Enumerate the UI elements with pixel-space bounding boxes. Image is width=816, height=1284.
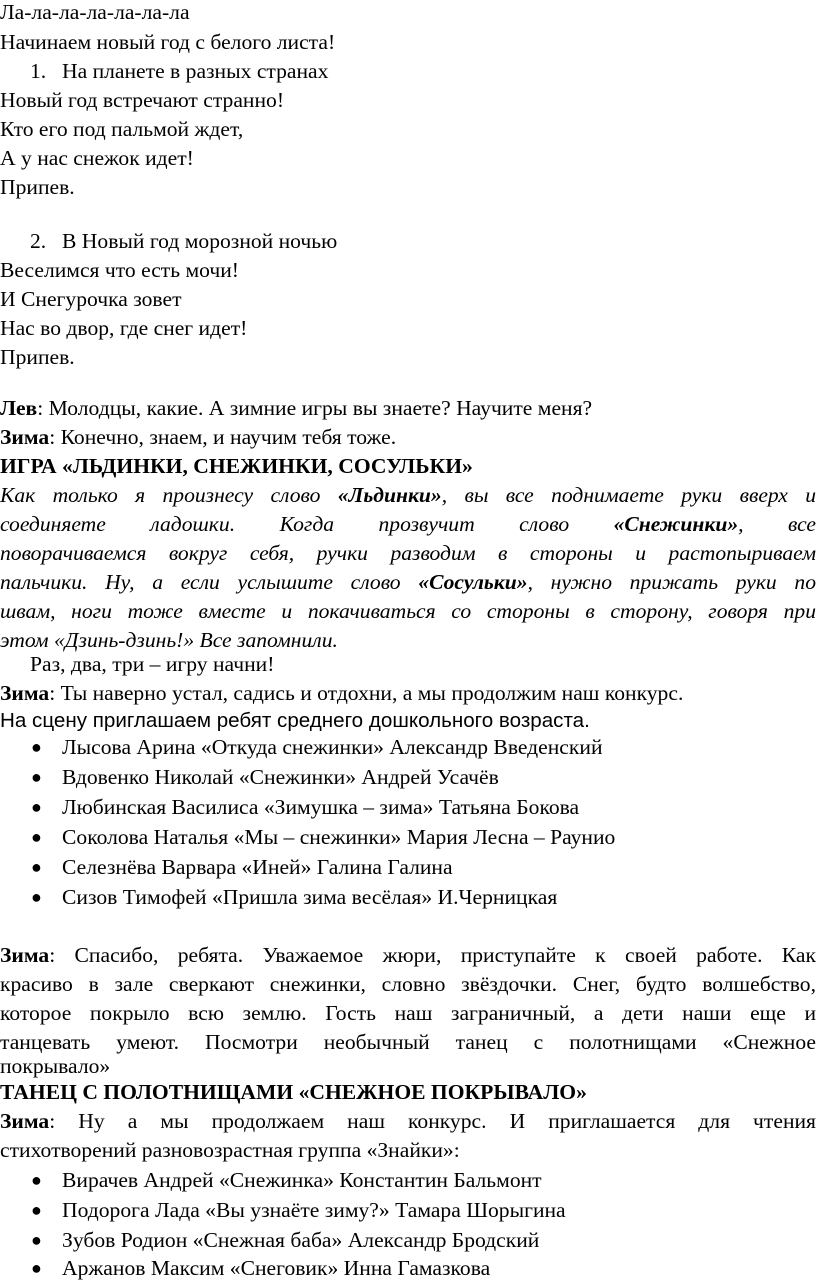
rules-text: пальчики. Ну, а если услышите слово bbox=[0, 570, 419, 594]
rules-text: , вы все поднимаете руки вверх и bbox=[441, 483, 816, 507]
list-item bbox=[0, 1166, 816, 1196]
chorus-label: Припев. bbox=[0, 175, 75, 199]
list-item-text: Лысова Арина «Откуда снежинки» Александр Введенский bbox=[62, 735, 603, 759]
game-rules-line: этом «Дзинь-дзинь!» Все запомнили. bbox=[0, 628, 338, 652]
verse-line: Кто его под пальмой ждет, bbox=[0, 117, 244, 141]
speech-line: которое покрыло всю землю. Гость наш заграничный, а дети наши еще и bbox=[0, 1001, 816, 1025]
dialog-line-zima bbox=[0, 679, 816, 709]
speech-text: : Ты наверно устал, садись и отдохни, а мы продолжим наш конкурс. bbox=[49, 681, 684, 705]
game-rules-line bbox=[0, 481, 816, 511]
game-start-line: Раз, два, три – игру начни! bbox=[30, 652, 275, 676]
list-item bbox=[0, 823, 816, 853]
list-item-text: Вирачев Андрей «Снежинка» Константин Бальмонт bbox=[62, 1168, 542, 1192]
list-item bbox=[0, 853, 816, 883]
list-item-text: Зубов Родион «Снежная баба» Александр Бродский bbox=[62, 1228, 540, 1252]
speech-text: : Молодцы, какие. А зимние игры вы знаете? Научите меня? bbox=[37, 396, 593, 420]
verse-2-first-line bbox=[0, 227, 816, 257]
speech-line: покрывало» bbox=[0, 1054, 111, 1078]
speech-text: : Спасибо, ребята. Уважаемое жюри, приступайте к своей работе. Как bbox=[49, 943, 816, 967]
verse-line: Новый год встречают странно! bbox=[0, 88, 285, 112]
verse-line: И Снегурочка зовет bbox=[0, 287, 182, 311]
speech-line: стихотворений разновозрастная группа «Знайки»: bbox=[0, 1138, 460, 1162]
bullet-icon: ● bbox=[31, 1230, 42, 1250]
game-title: ИГРА «ЛЬДИНКИ, СНЕЖИНКИ, СОСУЛЬКИ» bbox=[0, 454, 473, 478]
speaker-name: Зима bbox=[0, 681, 50, 705]
list-item-text: Вдовенко Николай «Снежинки» Андрей Усачёв bbox=[62, 765, 499, 789]
bullet-icon: ● bbox=[31, 1170, 42, 1190]
list-item bbox=[0, 1226, 816, 1256]
invite-line: На сцену приглашаем ребят среднего дошкольного возраста. bbox=[0, 709, 590, 732]
bullet-icon: ● bbox=[31, 737, 42, 757]
dance-title: ТАНЕЦ С ПОЛОТНИЩАМИ «СНЕЖНОЕ ПОКРЫВАЛО» bbox=[0, 1080, 587, 1104]
game-rules-line bbox=[0, 510, 816, 540]
bullet-icon: ● bbox=[31, 887, 42, 907]
list-item bbox=[0, 1254, 816, 1284]
bullet-icon: ● bbox=[31, 1200, 42, 1220]
verse-1-first-line bbox=[0, 57, 816, 87]
bullet-icon: ● bbox=[31, 857, 42, 877]
speech-text: : Ну а мы продолжаем наш конкурс. И приглашается для чтения bbox=[49, 1109, 816, 1133]
keyword-snezhinki: «Снежинки» bbox=[613, 512, 739, 536]
speaker-name: Зима bbox=[0, 425, 50, 449]
verse-line: А у нас снежок идет! bbox=[0, 146, 194, 170]
list-item-text: Любинская Василиса «Зимушка – зима» Татьяна Бокова bbox=[62, 795, 580, 819]
bullet-icon: ● bbox=[31, 1258, 42, 1278]
verse-text: На планете в разных странах bbox=[62, 59, 329, 83]
list-item-text: Аржанов Максим «Снеговик» Инна Гамазкова bbox=[62, 1256, 491, 1280]
bullet-icon: ● bbox=[31, 827, 42, 847]
rules-text: , все bbox=[738, 512, 816, 536]
keyword-ldinki: «Льдинки» bbox=[337, 483, 442, 507]
list-item-text: Сизов Тимофей «Пришла зима весёлая» И.Черницкая bbox=[62, 885, 558, 909]
rules-text: соединяете ладошки. Когда прозвучит слово bbox=[0, 512, 614, 536]
list-number: 1. bbox=[30, 59, 47, 83]
list-item-text: Соколова Наталья «Мы – снежинки» Мария Лесна – Раунио bbox=[62, 825, 616, 849]
speech-line: танцевать умеют. Посмотри необычный танец с полотнищами «Снежное bbox=[0, 1030, 816, 1054]
list-item bbox=[0, 763, 816, 793]
keyword-sosulki: «Сосульки» bbox=[418, 570, 528, 594]
list-number: 2. bbox=[30, 229, 47, 253]
dialog-line-zima bbox=[0, 423, 816, 453]
verse-text: В Новый год морозной ночью bbox=[62, 229, 338, 253]
verse-line: Веселимся что есть мочи! bbox=[0, 258, 239, 282]
game-rules-line: поворачиваемся вокруг себя, ручки разводим в стороны и растопыриваем bbox=[0, 541, 816, 565]
speaker-name: Зима bbox=[0, 943, 50, 967]
dialog-line-zima bbox=[0, 941, 816, 971]
list-item bbox=[0, 793, 816, 823]
speaker-name: Лев bbox=[0, 396, 38, 420]
game-rules-line bbox=[0, 568, 816, 598]
game-rules-line: швам, ноги тоже вместе и покачиваться со стороны в сторону, говоря при bbox=[0, 599, 816, 623]
speech-text: : Конечно, знаем, и научим тебя тоже. bbox=[49, 425, 397, 449]
speech-line: красиво в зале сверкают снежинки, словно звёздочки. Снег, будто волшебство, bbox=[0, 972, 816, 996]
list-item bbox=[0, 1196, 816, 1226]
song-intro-line: Ла-ла-ла-ла-ла-ла-ла bbox=[0, 0, 190, 24]
list-item-text: Подорога Лада «Вы узнаёте зиму?» Тамара Шорыгина bbox=[62, 1198, 566, 1222]
list-item bbox=[0, 883, 816, 913]
chorus-label: Припев. bbox=[0, 345, 75, 369]
list-item-text: Селезнёва Варвара «Иней» Галина Галина bbox=[62, 855, 453, 879]
rules-text: , нужно прижать руки по bbox=[527, 570, 816, 594]
speaker-name: Зима bbox=[0, 1109, 50, 1133]
bullet-icon: ● bbox=[31, 797, 42, 817]
song-intro-line: Начинаем новый год с белого листа! bbox=[0, 30, 336, 54]
dialog-line-zima bbox=[0, 1107, 816, 1137]
bullet-icon: ● bbox=[31, 767, 42, 787]
rules-text: Как только я произнесу слово bbox=[0, 483, 338, 507]
list-item bbox=[0, 733, 816, 763]
dialog-line-lev bbox=[0, 394, 816, 424]
verse-line: Нас во двор, где снег идет! bbox=[0, 316, 248, 340]
